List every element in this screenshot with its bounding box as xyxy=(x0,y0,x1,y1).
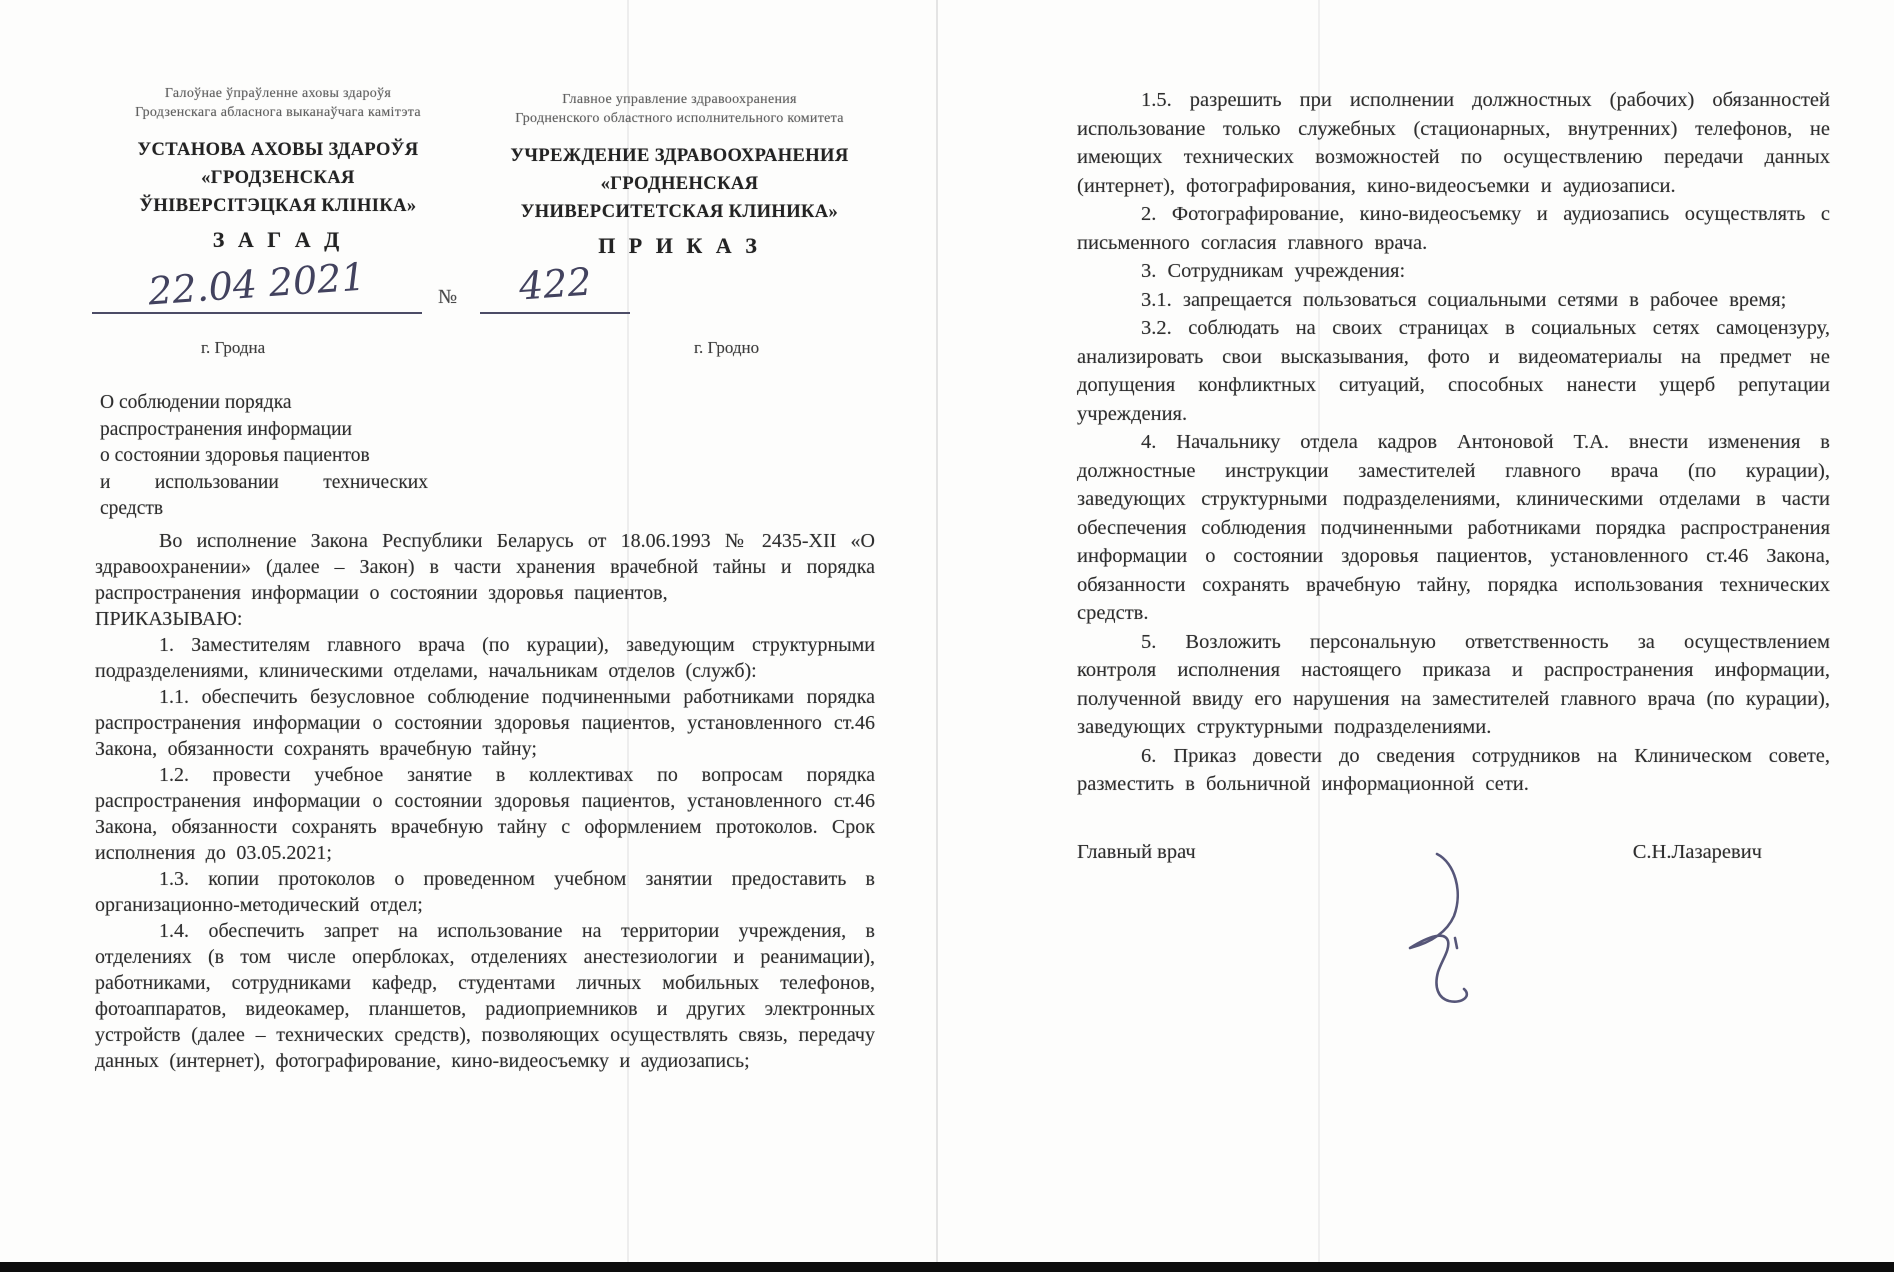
paragraph-item-4: 4. Начальнику отдела кадров Антоновой Т.А. внести изменения в должностные инструкции заместителей главного врача (по курации), заведующих структурными подразделениями, клиническими отделами в части обеспечения соблюдения подчиненными работниками порядка распространения информации о состоянии здоровья пациентов, установленного ст.46 Закона, обязанности сохранять врачебную тайну, порядка использования технических средств. xyxy=(1077,431,1830,624)
paragraph-item-5: 5. Возложить персональную ответственность за осуществлением контроля исполнения настоящего приказа и распространения информации, полученной ввиду его нарушения на заместителей главного врача (по курации), заведующих структурными подразделениями. xyxy=(1077,630,1830,738)
signer-name: С.Н.Лазаревич xyxy=(1632,840,1762,863)
handwritten-date: 22.04 2021 xyxy=(92,262,422,314)
dept-line-ru-1: Главное управление здравоохранения xyxy=(562,92,797,107)
subject-line-4: и использовании технических xyxy=(100,471,428,493)
dept-line-by-1: Галоўнае ўпраўленне аховы здароўя xyxy=(164,86,392,101)
doc-type-prikaz: П Р И К А З xyxy=(598,233,761,258)
paragraph-intro: Во исполнение Закона Республики Беларусь от 18.06.1993 № 2435-XII «О здравоохранении» (далее – Закон) в части хранения врачебной тайны и порядка распространения информации о состоянии здоровья пациентов, xyxy=(95,530,875,604)
page-seam-line xyxy=(936,0,938,1262)
org-name-by-1: УСТАНОВА АХОВЫ ЗДАРОЎЯ xyxy=(137,140,419,160)
header-russian xyxy=(492,90,867,259)
paragraph-item-1-3: 1.3. копии протоколов о проведенном учебном занятии предоставить в организационно-методический отдел; xyxy=(95,868,875,916)
doc-type-zagad: З А Г А Д xyxy=(212,227,344,252)
paragraph-order-word: ПРИКАЗЫВАЮ: xyxy=(95,608,243,630)
subject-line-5: средств xyxy=(100,498,164,519)
dept-line-ru-2: Гродненского областного исполнительного комитета xyxy=(515,111,844,126)
dept-line-by-2: Гродзенскага абласнога выканаўчага камітэта xyxy=(135,105,421,120)
scan-bottom-bar xyxy=(0,1262,1894,1272)
order-subject xyxy=(100,390,428,523)
signature-ink xyxy=(1385,848,1485,1020)
org-name-ru-1: УЧРЕЖДЕНИЕ ЗДРАВООХРАНЕНИЯ xyxy=(510,146,849,166)
paragraph-item-1-4: 1.4. обеспечить запрет на использование на территории учреждения, в отделениях (в том числе оперблоках, отделениях анестезиологии и реанимации), работниками, сотрудниками кафедр, студентами личных мобильных телефонов, фотоаппаратов, видеокамер, планшетов, радиоприемников и других электронных устройств (далее – технических средств), позволяющих осуществлять связь, передачу данных (интернет), фотографирование, кино-видеосъемку и аудиозапись; xyxy=(95,920,875,1072)
subject-line-1: О соблюдении порядка xyxy=(100,392,292,413)
paragraph-item-3-1: 3.1. запрещается пользоваться социальными сетями в рабочее время; xyxy=(1141,288,1787,311)
date-number-row xyxy=(92,254,652,326)
paragraph-item-1-1: 1.1. обеспечить безусловное соблюдение подчиненными работниками порядка распространения информации о состоянии здоровья пациентов, установленного ст.46 Закона, обязанности сохранять врачебную тайну; xyxy=(95,686,875,760)
number-sign: № xyxy=(438,286,458,308)
paragraph-item-1-5: 1.5. разрешить при исполнении должностных (рабочих) обязанностей использование только служебных (стационарных, внутренних) телефонов, не имеющих технических возможностей по осуществлению передачи данных (интернет), фотографирования, кино-видеосъемки и аудиозаписи. xyxy=(1077,89,1830,197)
paragraph-item-1-2: 1.2. провести учебное занятие в коллективах по вопросам порядка распространения информации о состоянии здоровья пациентов, установленного ст.46 Закона, обязанности сохранять врачебную тайну с оформлением протоколов. Срок исполнения до 03.05.2021; xyxy=(95,764,875,864)
right-page-body xyxy=(1077,86,1830,864)
city-grodna-by: г. Гродна xyxy=(201,338,266,357)
city-grodno-ru: г. Гродно xyxy=(694,338,760,357)
paragraph-item-2: 2. Фотографирование, кино-видеосъемку и аудиозапись осуществлять с письменного согласия главного врача. xyxy=(1077,203,1830,254)
handwritten-number: 422 xyxy=(480,262,630,314)
paragraph-item-1: 1. Заместителям главного врача (по курации), заведующим структурными подразделениями, клиническими отделами, начальникам отделов (служб): xyxy=(95,634,875,682)
paragraph-item-3-2: 3.2. соблюдать на своих страницах в социальных сетях самоцензуру, анализировать свои высказывания, фото и видеоматериалы на предмет не допущения конфликтных ситуаций, способных нанести ущерб репутации учреждения. xyxy=(1077,317,1830,425)
org-name-by-2: «ГРОДЗЕНСКАЯ xyxy=(201,168,355,188)
paragraph-item-3: 3. Сотрудникам учреждения: xyxy=(1141,260,1406,282)
org-name-ru-2: «ГРОДНЕНСКАЯ xyxy=(600,174,759,194)
subject-line-2: распространения информации xyxy=(100,418,352,440)
subject-line-3: о состоянии здоровья пациентов xyxy=(100,445,370,466)
org-name-by-3: ЎНІВЕРСІТЭЦКАЯ КЛІНІКА» xyxy=(139,196,417,216)
paragraph-item-6: 6. Приказ довести до сведения сотрудников на Клиническом совете, разместить в больничной информационной сети. xyxy=(1077,744,1830,795)
signer-role: Главный врач xyxy=(1077,840,1196,863)
header-belarusian xyxy=(103,84,453,253)
left-page-body xyxy=(95,528,875,1074)
org-name-ru-3: УНИВЕРСИТЕТСКАЯ КЛИНИКА» xyxy=(520,202,839,222)
